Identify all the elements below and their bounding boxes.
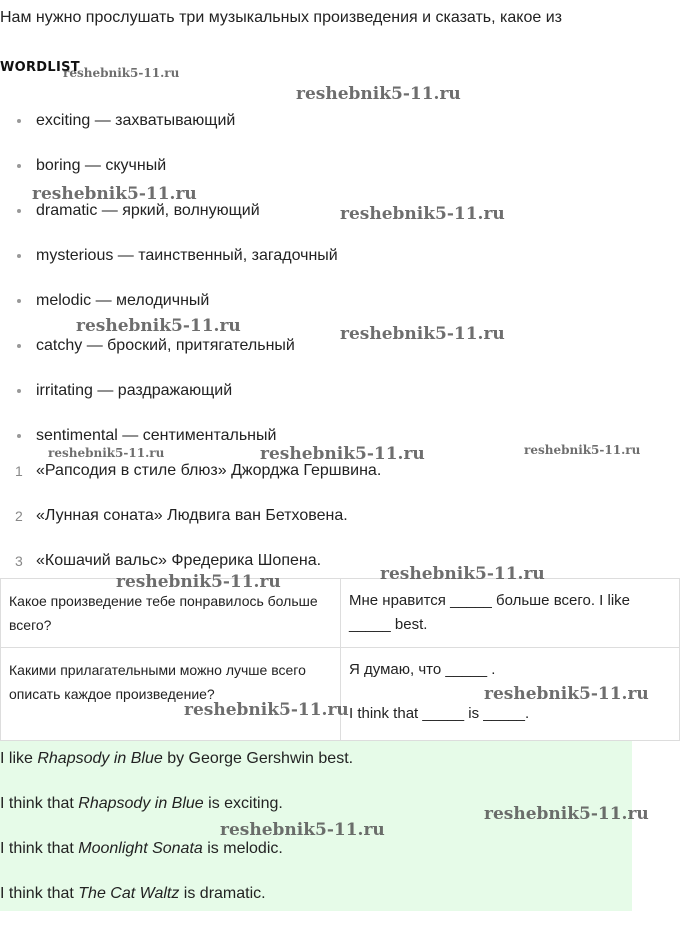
list-item: boring — скучный bbox=[0, 155, 680, 200]
list-item: dramatic — яркий, волнующий bbox=[0, 200, 680, 245]
list-item: sentimental — сентиментальный bbox=[0, 425, 680, 470]
bullet-icon bbox=[17, 164, 21, 168]
watermark: reshebnik5-11.ru bbox=[32, 184, 197, 204]
watermark: reshebnik5-11.ru bbox=[524, 443, 641, 457]
watermark: reshebnik5-11.ru bbox=[116, 572, 281, 592]
watermark: reshebnik5-11.ru bbox=[340, 324, 505, 344]
list-item: 1 «Рапсодия в стиле блюз» Джорджа Гершвина. bbox=[0, 460, 680, 505]
watermark: reshebnik5-11.ru bbox=[48, 446, 165, 460]
watermark: reshebnik5-11.ru bbox=[380, 564, 545, 584]
bullet-icon bbox=[17, 434, 21, 438]
watermark: reshebnik5-11.ru bbox=[184, 700, 349, 720]
pieces-list bbox=[0, 460, 680, 595]
question-cell: Какими прилагательными можно лучше всего описать каждое произведение? bbox=[1, 648, 341, 741]
answer-cell: Я думаю, что _____ . I think that _____ is _____. bbox=[341, 648, 680, 741]
watermark: reshebnik5-11.ru bbox=[484, 684, 649, 704]
list-item: 3 «Кошачий вальс» Фредерика Шопена. bbox=[0, 550, 680, 595]
watermark: reshebnik5-11.ru bbox=[260, 444, 425, 464]
list-item: exciting — захватывающий bbox=[0, 110, 680, 155]
list-item: irritating — раздражающий bbox=[0, 380, 680, 425]
answer-cell: Мне нравится _____ больше всего. I like _____ best. bbox=[341, 579, 680, 648]
bullet-icon bbox=[17, 389, 21, 393]
answer-line: I like Rhapsody in Blue by George Gershwin best. bbox=[0, 750, 354, 767]
wordlist-title: WORDLIST bbox=[0, 60, 80, 75]
watermark: reshebnik5-11.ru bbox=[220, 820, 385, 840]
watermark: reshebnik5-11.ru bbox=[484, 804, 649, 824]
answer-line: I think that Moonlight Sonata is melodic. bbox=[0, 840, 283, 857]
bullet-icon bbox=[17, 254, 21, 258]
question-cell: Какое произведение тебе понравилось больше всего? bbox=[1, 579, 341, 648]
list-item: catchy — броский, притягательный bbox=[0, 335, 680, 380]
item-number: 1 bbox=[15, 463, 23, 479]
watermark: reshebnik5-11.ru bbox=[76, 316, 241, 336]
list-item: mysterious — таинственный, загадочный bbox=[0, 245, 680, 290]
list-item: melodic — мелодичный bbox=[0, 290, 680, 335]
intro-text: Нам нужно прослушать три музыкальных произведения и сказать, какое из bbox=[0, 9, 562, 26]
table-row bbox=[1, 579, 680, 648]
list-item: 2 «Лунная соната» Людвига ван Бетховена. bbox=[0, 505, 680, 550]
answer-line: I think that The Cat Waltz is dramatic. bbox=[0, 885, 266, 902]
bullet-icon bbox=[17, 344, 21, 348]
wordlist bbox=[0, 110, 680, 470]
watermark: reshebnik5-11.ru bbox=[296, 84, 461, 104]
bullet-icon bbox=[17, 299, 21, 303]
item-number: 3 bbox=[15, 553, 23, 569]
bullet-icon bbox=[17, 119, 21, 123]
watermark: reshebnik5-11.ru bbox=[340, 204, 505, 224]
watermark: reshebnik5-11.ru bbox=[63, 66, 180, 80]
answer-line: I think that Rhapsody in Blue is exciting. bbox=[0, 795, 283, 812]
item-number: 2 bbox=[15, 508, 23, 524]
bullet-icon bbox=[17, 209, 21, 213]
